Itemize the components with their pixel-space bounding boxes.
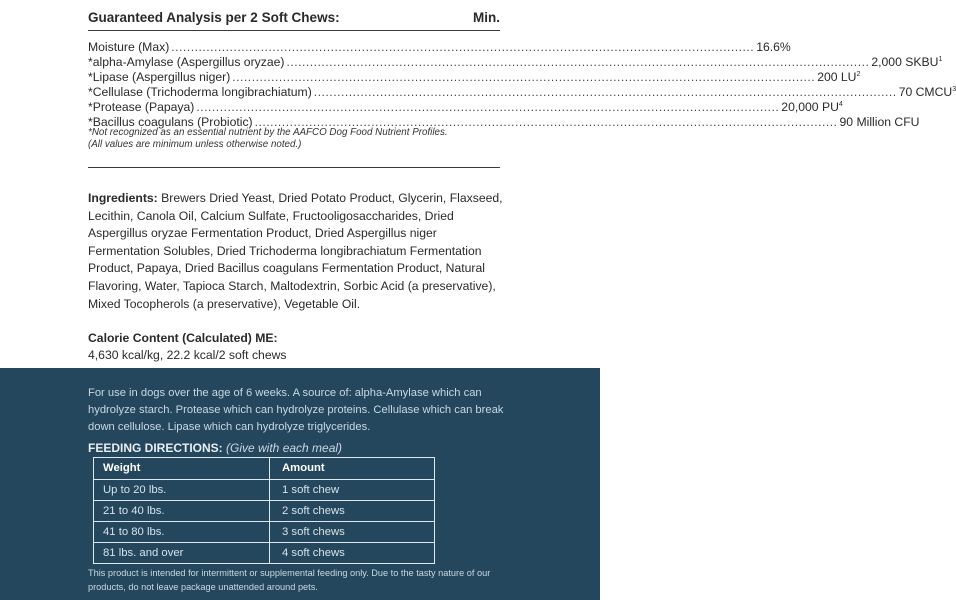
feeding-directions-heading bbox=[88, 441, 342, 455]
amount-cell: 2 soft chews bbox=[282, 505, 345, 517]
analysis-label: *Bacillus coagulans (Probiotic) bbox=[88, 115, 253, 129]
amount-cell: 1 soft chew bbox=[282, 484, 340, 496]
aafco-note: *Not recognized as an essential nutrient by the AAFCO Dog Food Nutrient Profiles. bbox=[88, 127, 448, 138]
dot-leader: ...................................................................................................................................................... bbox=[171, 40, 755, 54]
table-row bbox=[94, 521, 434, 542]
feeding-subtitle: (Give with each meal) bbox=[226, 441, 343, 455]
dot-leader: ...................................................................................................................................................... bbox=[232, 70, 816, 84]
weight-cell: 21 to 40 lbs. bbox=[94, 501, 270, 521]
analysis-row bbox=[88, 37, 791, 54]
analysis-value: 70 CMCU$^3$ bbox=[898, 85, 956, 99]
amount-cell: 4 soft chews bbox=[282, 547, 345, 559]
divider bbox=[88, 167, 500, 168]
analysis-label: *Cellulase (Trichoderma longibrachiatum) bbox=[88, 85, 312, 99]
label-bottom-panel bbox=[0, 368, 600, 600]
amount-cell: 3 soft chews bbox=[282, 526, 345, 538]
feeding-title: FEEDING DIRECTIONS: bbox=[88, 441, 223, 455]
analysis-value: 20,000 $PU^4$ bbox=[781, 100, 843, 114]
calorie-value: 4,630 kcal/kg, 22.2 kcal/2 soft chews bbox=[88, 348, 287, 362]
analysis-row bbox=[88, 67, 861, 84]
weight-cell: Up to 20 lbs. bbox=[94, 480, 270, 500]
footer-disclaimer: This product is intended for intermittent or supplemental feeding only. Due to the tasty nature of our products, do not leave package unattended around pets. bbox=[88, 568, 491, 592]
guaranteed-analysis bbox=[88, 10, 956, 168]
guaranteed-analysis-title: Guaranteed Analysis per 2 Soft Chews: bbox=[88, 10, 340, 25]
analysis-row bbox=[88, 112, 920, 129]
usage-description: For use in dogs over the age of 6 weeks. A source of: alpha-Amylase which can hydrolyze starch. Protease which can hydrolyze proteins. Cellulase which can break down cellulose. Lipase which can hydrolyze triglycerides. bbox=[88, 387, 504, 433]
table-row bbox=[94, 500, 434, 521]
analysis-label: Moisture (Max) bbox=[88, 40, 170, 54]
weight-cell: 41 to 80 lbs. bbox=[94, 522, 270, 542]
analysis-label: *Protease (Papaya) bbox=[88, 100, 195, 114]
analysis-value: 200 $LU^2$ bbox=[817, 70, 861, 84]
dot-leader: ...................................................................................................................................................... bbox=[286, 55, 870, 69]
dot-leader: ...................................................................................................................................................... bbox=[196, 100, 780, 114]
dot-leader: ...................................................................................................................................................... bbox=[313, 85, 897, 99]
min-label: Min. bbox=[473, 10, 500, 25]
ingredients-block bbox=[88, 190, 508, 313]
dot-leader: ...................................................................................................................................................... bbox=[254, 115, 838, 129]
minimum-values-note: (All values are minimum unless otherwise noted.) bbox=[88, 139, 302, 150]
guaranteed-analysis-header bbox=[88, 10, 500, 26]
analysis-value: 2,000 SKBU$^1$ bbox=[871, 55, 943, 69]
table-row bbox=[94, 542, 434, 563]
table-header-row bbox=[94, 458, 434, 479]
calorie-content bbox=[88, 330, 508, 364]
analysis-label: *Lipase (Aspergillus niger) bbox=[88, 70, 231, 84]
ingredients-text: Brewers Dried Yeast, Dried Potato Product, Glycerin, Flaxseed, Lecithin, Canola Oil, Calcium Sulfate, Fructooligosaccharides, Dried Aspergillus oryzae Fermentation Product, Dried Aspergillus niger Fermentation Solubles, Dried Trichoderma longibrachiatum Fermentation Product, Papaya, Dried Bacillus coagulans Fermentation Product, Natural Flavoring, Water, Tapioca Starch, Maltodextrin, Sorbic Acid (a preservative), Mixed Tocopherols (a preservative), Vegetable Oil. bbox=[88, 191, 503, 311]
weight-cell: 81 lbs. and over bbox=[94, 543, 270, 563]
analysis-row bbox=[88, 52, 943, 69]
header-weight: Weight bbox=[94, 458, 270, 479]
analysis-value: 16.6% bbox=[756, 40, 791, 54]
header-amount: Amount bbox=[282, 462, 325, 474]
feeding-table bbox=[93, 457, 435, 564]
analysis-rows bbox=[88, 37, 956, 151]
ingredients-label: Ingredients: bbox=[88, 191, 158, 205]
divider bbox=[88, 30, 500, 31]
table-row bbox=[94, 479, 434, 500]
analysis-value: 90 Million CFU bbox=[839, 115, 920, 129]
analysis-row bbox=[88, 97, 843, 114]
calorie-title: Calorie Content (Calculated) ME: bbox=[88, 331, 278, 345]
analysis-label: *alpha-Amylase (Aspergillus oryzae) bbox=[88, 55, 285, 69]
analysis-row bbox=[88, 82, 956, 99]
